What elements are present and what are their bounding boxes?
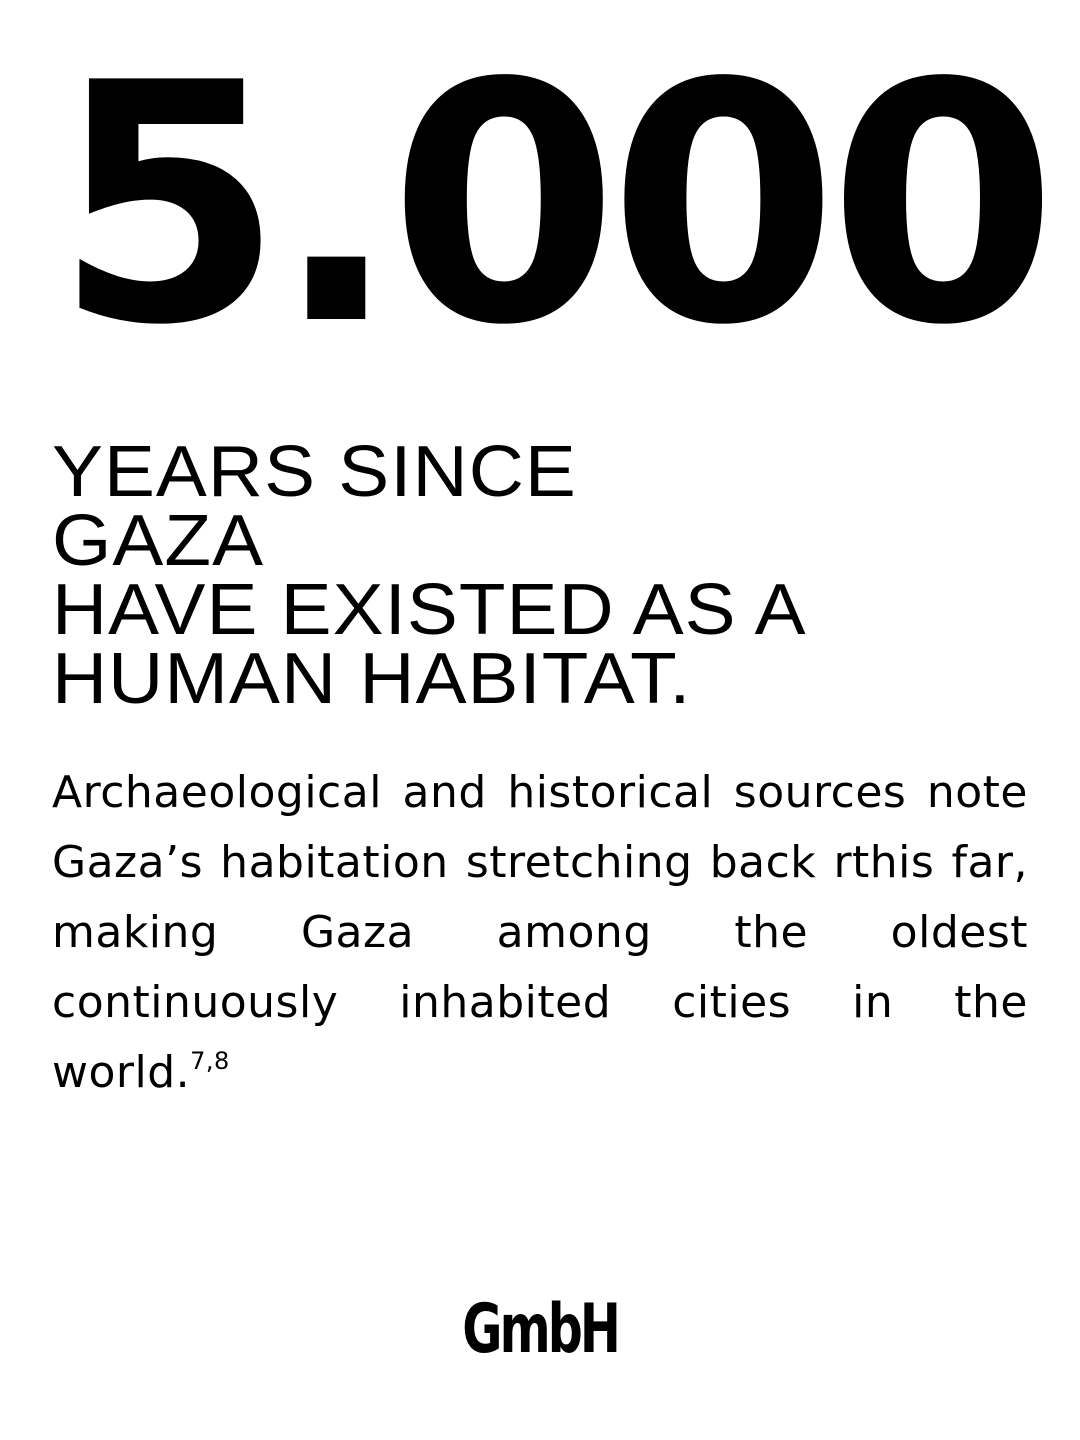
headline: [52, 432, 807, 719]
headline-line-2: GAZA: [52, 501, 265, 581]
logo-text: GmbH: [462, 1290, 618, 1369]
headline-line-4: HUMAN HABITAT.: [52, 639, 692, 719]
headline-line-3: HAVE EXISTED AS A: [52, 570, 807, 650]
footnote-reference: 7,8: [190, 1047, 230, 1075]
gmbh-logo: [0, 1290, 1080, 1369]
headline-line-1: YEARS SINCE: [52, 432, 577, 512]
body-paragraph: [52, 758, 1028, 1108]
body-text: Archaeological and historical sources note Gaza’s habitation stretching back rthis far, making Gaza among the oldest continuously inhabited cities in the world.: [52, 767, 1028, 1098]
hero-number: 5.000: [54, 13, 1048, 397]
